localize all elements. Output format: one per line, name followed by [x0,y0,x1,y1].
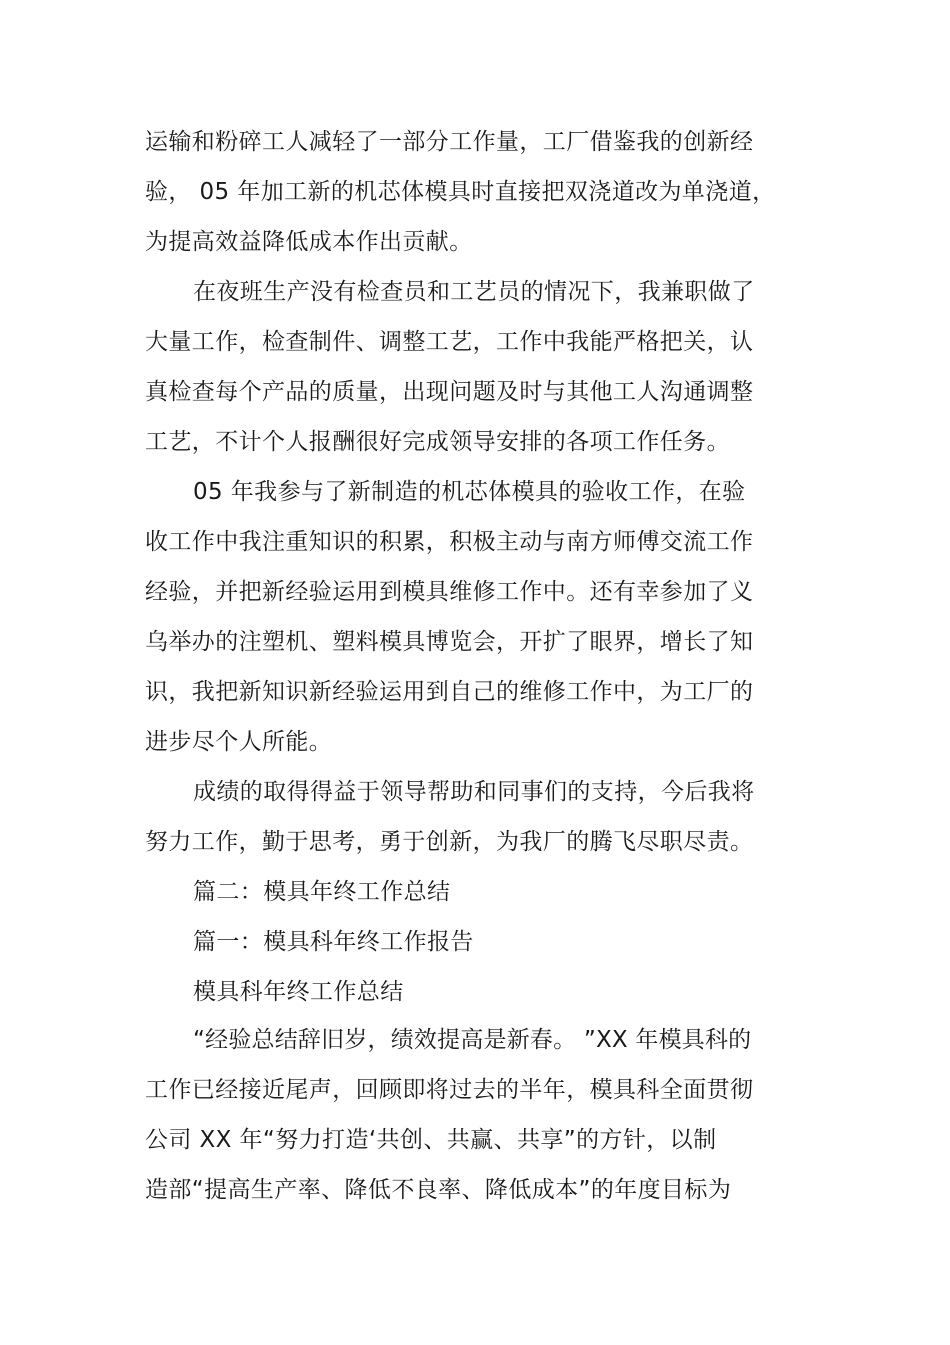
text-line: 在夜班生产没有检查员和工艺员的情况下，我兼职做了 [193,279,755,305]
text-line: 05 年我参与了新制造的机芯体模具的验收工作，在验 [193,479,746,505]
text-line: 大量工作，检查制件、调整工艺，工作中我能严格把关，认 [145,329,754,355]
text-line: 成绩的取得得益于领导帮助和同事们的支持，今后我将 [193,779,755,805]
text-line: 为提高效益降低成本作出贡献。 [145,229,473,255]
text-line: 识，我把新知识新经验运用到自己的维修工作中，为工厂的 [145,679,754,705]
text-line: 工作已经接近尾声，回顾即将过去的半年，模具科全面贯彻 [145,1077,754,1103]
section-heading: 篇一：模具科年终工作报告 [193,929,474,955]
section-heading: 篇二：模具年终工作总结 [193,879,451,905]
text-line: 工艺，不计个人报酬很好完成领导安排的各项工作任务。 [145,429,730,455]
text-line: “经验总结辞旧岁，绩效提高是新春。 ”XX 年模具科的 [193,1027,752,1053]
text-line: 乌举办的注塑机、塑料模具博览会，开扩了眼界，增长了知 [145,629,754,655]
text-line: 公司 XX 年“努力打造‘共创、共赢、共享”的方针，以制 [145,1127,717,1153]
text-line: 运输和粉碎工人减轻了一部分工作量，工厂借鉴我的创新经 [145,129,754,155]
section-heading: 模具科年终工作总结 [193,979,404,1005]
text-line: 验， 05 年加工新的机芯体模具时直接把双浇道改为单浇道， [145,179,776,205]
text-line: 真检查每个产品的质量，出现问题及时与其他工人沟通调整 [145,379,754,405]
text-line: 收工作中我注重知识的积累，积极主动与南方师傅交流工作 [145,529,754,555]
text-line: 努力工作，勤于思考，勇于创新，为我厂的腾飞尽职尽责。 [145,829,754,855]
text-line: 造部“提高生产率、降低不良率、降低成本”的年度目标为 [145,1177,732,1203]
text-line: 进步尽个人所能。 [145,729,333,755]
text-line: 经验，并把新经验运用到模具维修工作中。还有幸参加了义 [145,579,754,605]
